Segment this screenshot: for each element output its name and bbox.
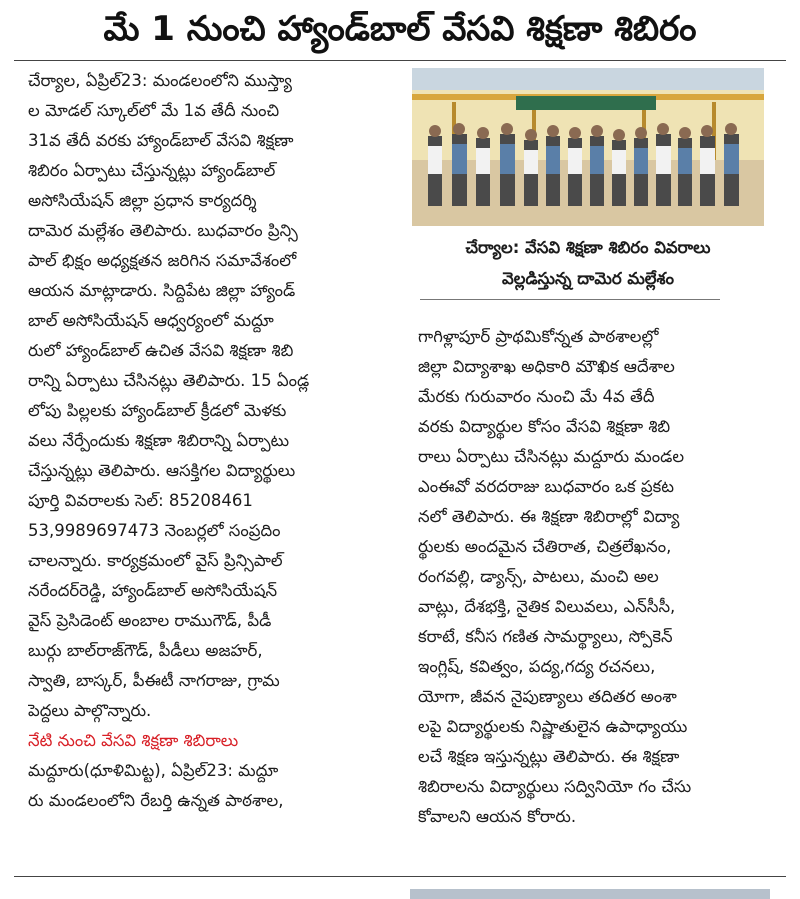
article-line: బుర్గు బాల్‌రాజ్‌గౌడ్, పీడీలు అజహర్,: [28, 641, 263, 660]
subheadline: నేటి నుంచి వేసవి శిక్షణా శిబిరాలు: [28, 731, 239, 750]
article2-line: మద్దూరు(ధూళిమిట్ట), ఏప్రిల్23: మద్దూ: [28, 761, 279, 780]
article-line: చేస్తున్నట్లు తెలిపారు. ఆసక్తిగల విద్యార్థులు: [28, 461, 296, 480]
event-photo: [412, 68, 764, 226]
caption-rule: [420, 299, 720, 300]
article2-line: రు మండలంలోని రేబర్తి ఉన్నత పాఠశాల,: [28, 791, 284, 810]
article2-line: లచే శిక్షణ ఇస్తున్నట్లు తెలిపారు. ఈ శిక్షణా: [418, 747, 680, 766]
article-line: శిబిరం ఏర్పాటు చేస్తున్నట్లు హ్యాండ్‌బాల్: [28, 161, 276, 180]
article2-line: శిబిరాలను విద్యార్థులు సద్వినియో గం చేసు: [418, 777, 692, 796]
article-line: నరేందర్‌రెడ్డి, హ్యాండ్‌బాల్ అసోసియేషన్: [28, 581, 278, 600]
article-line: పాల్ భిక్షం అధ్యక్షతన జరిగిన సమావేశంలో: [28, 251, 297, 270]
article2-line: ర్థులకు అందమైన చేతిరాత, చిత్రలేఖనం,: [418, 537, 672, 556]
article2-line: వాట్లు, దేశభక్తి, నైతిక విలువలు, ఎన్‌సీసీ,: [418, 597, 676, 616]
article-line: రాన్ని ఏర్పాటు చేసినట్లు తెలిపారు. 15 ఏండ్ల: [28, 371, 310, 390]
article2-line: కోవాలని ఆయన కోరారు.: [418, 807, 577, 826]
photo-caption: [412, 232, 764, 294]
caption-line: వెల్లడిస్తున్న దామెర మల్లేశం: [502, 269, 674, 288]
article-line: స్వాతి, బాస్కర్, పీఈటీ నాగరాజు, గ్రామ: [28, 671, 280, 690]
article-left-column: [28, 66, 400, 816]
event-photo-illustration: [412, 68, 764, 226]
article-line: చేర్యాల, ఏప్రిల్23: మండలంలోని ముస్త్యా: [28, 71, 292, 90]
article-line: ల మోడల్ స్కూల్‌లో మే 1వ తేదీ నుంచి: [28, 101, 280, 120]
article2-line: కరాటే, కనీస గణిత సామర్థ్యాలు, స్పోకెన్: [418, 627, 673, 646]
bottom-rule: [14, 876, 786, 877]
article2-line: నలో తెలిపారు. ఈ శిక్షణా శిబిరాల్లో విద్యా: [418, 507, 680, 526]
article-line: పూర్తి వివరాలకు సెల్: 85208461: [28, 491, 253, 510]
next-article-photo: [410, 889, 770, 899]
article-line: అసోసియేషన్ జిల్లా ప్రధాన కార్యదర్శి: [28, 191, 257, 210]
next-article-snippet: [24, 882, 404, 899]
caption-line: చేర్యాల: వేసవి శిక్షణా శిబిరం వివరాలు: [465, 238, 711, 257]
article-line: 31వ తేదీ వరకు హ్యాండ్‌బాల్ వేసవి శిక్షణా: [28, 131, 294, 150]
article-right-column: [418, 322, 770, 832]
article-line: లోపు పిల్లలకు హ్యాండ్‌బాల్ క్రీడలో మెళకు: [28, 401, 287, 420]
article2-line: యోగా, జీవన నైపుణ్యాలు తదితర అంశా: [418, 687, 677, 706]
article2-line: రంగవల్లి, డ్యాన్స్, పాటలు, మంచి అల: [418, 567, 659, 586]
article2-line: వరకు విద్యార్థుల కోసం వేసవి శిక్షణా శిబి: [418, 417, 671, 436]
article-line: దామెర మల్లేశం తెలిపారు. బుధవారం ప్రిన్సి: [28, 221, 298, 240]
article-line: ఆయన మాట్లాడారు. సిద్దిపేట జిల్లా హ్యాండ్: [28, 281, 296, 300]
article2-line: రాలు ఏర్పాటు చేసినట్లు మద్దూరు మండల: [418, 447, 685, 466]
article-line: రులో హ్యాండ్‌బాల్ ఉచిత వేసవి శిక్షణా శిబి: [28, 341, 294, 360]
article-line: బాల్ అసోసియేషన్ ఆధ్వర్యంలో మద్దూ: [28, 311, 274, 330]
article2-line: జిల్లా విద్యాశాఖ అధికారి మౌఖిక ఆదేశాల: [418, 357, 675, 376]
article2-line: ఎంఈవో వరదరాజు బుధవారం ఒక ప్రకట: [418, 477, 674, 496]
article-line: పెద్దలు పాల్గొన్నారు.: [28, 701, 152, 720]
article2-line: లపై విద్యార్థులకు నిష్ణాతులైన ఉపాధ్యాయు: [418, 717, 688, 736]
article-line: 53,9989697473 నెంబర్లలో సంప్రదిం: [28, 521, 281, 540]
article-line: వలు నేర్పేందుకు శిక్షణా శిబిరాన్ని ఏర్పాటు: [28, 431, 290, 450]
article2-line: ఇంగ్లిష్, కవిత్వం, పద్య,గద్య రచనలు,: [418, 657, 656, 676]
article2-line: గాగిళ్లాపూర్ ప్రాథమికోన్నత పాఠశాలల్లో: [418, 327, 659, 346]
article-line: వైస్ ప్రెసిడెంట్ అంబాల రాముగౌడ్, పీడీ: [28, 611, 272, 630]
article2-line: మేరకు గురువారం నుంచి మే 4వ తేదీ: [418, 387, 655, 406]
article-line: చాలన్నారు. కార్యక్రమంలో వైస్ ప్రిన్సిపాల్: [28, 551, 283, 570]
headline: మే 1 నుంచి హ్యాండ్‌బాల్ వేసవి శిక్షణా శిబిరం: [103, 9, 697, 49]
headline-rule: [14, 60, 786, 61]
